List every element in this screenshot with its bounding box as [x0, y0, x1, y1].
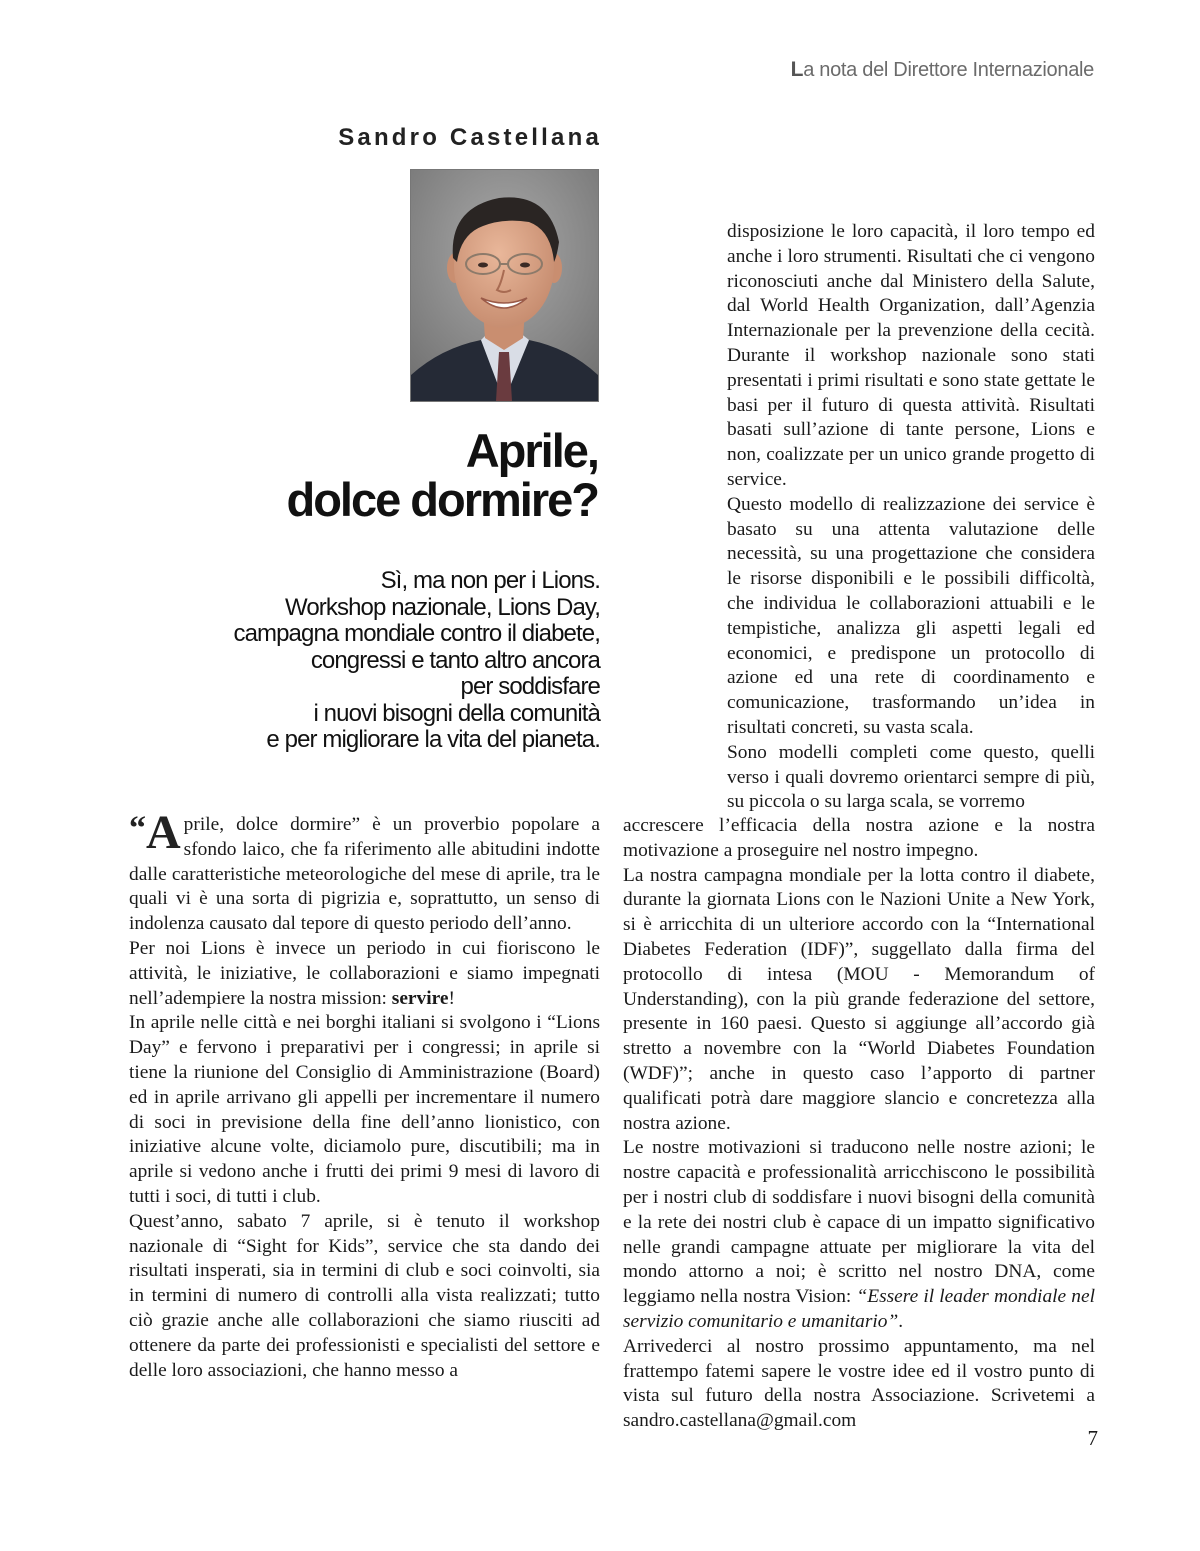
body-paragraph — [623, 1136, 1095, 1334]
paragraph-text: prile, dolce dormire” è un proverbio popolare a sfondo laico, che fa riferimento alle abitudini indotte dalle caratteristiche meteorologiche del mese di aprile, tra le quali vi è una sorta di pigrizia e, soprattutto, un senso di indolenza causato dal tepore di questo periodo dell’anno. — [129, 814, 600, 935]
body-column-right-top — [727, 220, 1095, 815]
article-title-line: dolce dormire? — [286, 473, 598, 526]
drop-cap — [129, 806, 181, 859]
subtitle-line: i nuovi bisogni della comunità — [313, 699, 600, 727]
subtitle-line: campagna mondiale contro il diabete, — [233, 620, 600, 647]
article-subtitle — [150, 568, 600, 754]
body-paragraph: Sono modelli completi come questo, quelli verso i quali dovremo orientarci sempre di più, su piccola o su larga scala, se vorremo — [727, 741, 1095, 813]
subtitle-line: Sì, ma non per i Lions. — [380, 567, 600, 594]
section-header-initial: L — [790, 58, 804, 81]
opening-quote: “ — [129, 810, 146, 847]
drop-cap-letter: A — [146, 806, 181, 859]
body-column-right-bottom — [623, 814, 1095, 1434]
paragraph-text: ! — [448, 987, 455, 1009]
author-photo — [410, 169, 599, 402]
body-paragraph — [129, 937, 600, 1011]
subtitle-line: congressi e tanto altro ancora — [310, 646, 600, 674]
section-header-text: a nota del Direttore Internazionale — [803, 59, 1094, 81]
vision-quote: “Essere il leader mondiale nel servizio comunitario e umanitario” — [623, 1286, 1095, 1332]
paragraph-text: Per noi Lions è invece un periodo in cui fioriscono le attività, le iniziative, le collaborazioni e siamo impegnati nell’adempiere la nostra mission: — [129, 937, 600, 1009]
page-number: 7 — [1087, 1426, 1098, 1450]
body-paragraph: Arrivederci al nostro prossimo appuntamento, ma nel frattempo fatemi sapere le vostre idee ed il vostro punto di vista sul futuro della nostra Associazione. Scrivetemi a sandro.castellana@gmail.com — [623, 1335, 1095, 1432]
body-paragraph: accrescere l’efficacia della nostra azione e la nostra motivazione a proseguire nel nostro impegno. — [623, 815, 1095, 861]
paragraph-text: . — [898, 1310, 904, 1332]
body-column-left — [129, 806, 600, 1383]
article-title-line: Aprile, — [465, 424, 598, 477]
author-portrait — [411, 170, 598, 401]
body-paragraph: Quest’anno, sabato 7 aprile, si è tenuto il workshop nazionale di “Sight for Kids”, service che sta dando dei risultati insperati, sia in termini di club e soci coinvolti, sia in termini di numero di controlli alla vista realizzati; tutto ciò grazie anche alle collaborazioni che siamo riusciti ad ottenere da parte dei professionisti e specialisti del settore e delle loro associazioni, che hanno messo a — [129, 1210, 600, 1381]
article-title — [150, 426, 598, 524]
subtitle-line: Workshop nazionale, Lions Day, — [285, 593, 600, 621]
emphasis-text: servire — [391, 987, 449, 1009]
paragraph-text: Le nostre motivazioni si traducono nelle nostre azioni; le nostre capacità e professionalità arricchiscono le possibilità per i nostri club di soddisfare i nuovi bisogni della comunità e la rete dei nostri club è capace di un impatto significativo nelle grandi campagne attuate per migliorare la vita del mondo attorno a noi; è scritto nel nostro DNA, come leggiamo nella nostra Vision: — [623, 1137, 1095, 1308]
body-paragraph — [129, 806, 600, 937]
author-name: Sandro Castellana — [338, 124, 602, 151]
body-paragraph: In aprile nelle città e nei borghi italiani si svolgono i “Lions Day” e fervono i preparativi per i congressi; in aprile si tiene la riunione del Consiglio di Amministrazione (Board) ed in aprile arrivano gli appelli per incrementare il numero di soci in previsione della fine dell’anno lionistico, con iniziative alcune volte, diciamolo pure, discutibili; ma in aprile si vedono anche i frutti dei primi 9 mesi di lavoro di tutti i soci, di tutti i club. — [129, 1012, 600, 1207]
body-paragraph: disposizione le loro capacità, il loro tempo ed anche i loro strumenti. Risultati che ci vengono riconosciuti anche dal Ministero della Salute, dal World Health Organization, dall’Agenzia Internazionale per la prevenzione della cecità. Durante il workshop nazionale sono stati presentati i primi risultati e sono state gettate le basi per il futuro di questa attività. Risultati basati sull’azione di tante persone, Lions e non, coalizzate per un unico grande progetto di service. — [727, 221, 1095, 490]
subtitle-line: per soddisfare — [460, 673, 600, 700]
subtitle-line: e per migliorare la vita del pianeta. — [266, 726, 600, 753]
body-paragraph: Questo modello di realizzazione dei service è basato su una attenta valutazione delle necessità, su una progettazione che considera le risorse disponibili e le possibili difficoltà, che individua le collaborazioni attuabili e le tempistiche, analizza gli aspetti legali ed economici, e predispone un protocollo di azione ed una rete di coordinamento e comunicazione, trasformando un’idea in risultati concreti, su vasta scala. — [727, 493, 1095, 738]
section-header — [791, 58, 1094, 82]
body-paragraph: La nostra campagna mondiale per la lotta contro il diabete, durante la giornata Lions con le Nazioni Unite a New York, si è arricchita di un ulteriore accordo con la “International Diabetes Federation (IDF)”, suggellato dalla firma del protocollo di intesa (MOU - Memorandum of Understanding), con la più grande federazione del settore, presente in 160 paesi. Questo si aggiunge all’accordo già stretto a novembre con la “World Diabetes Foundation (WDF)”; anche in questo caso l’apporto di partner qualificati potrà dare maggiore slancio e concretezza alla nostra azione. — [623, 864, 1095, 1134]
